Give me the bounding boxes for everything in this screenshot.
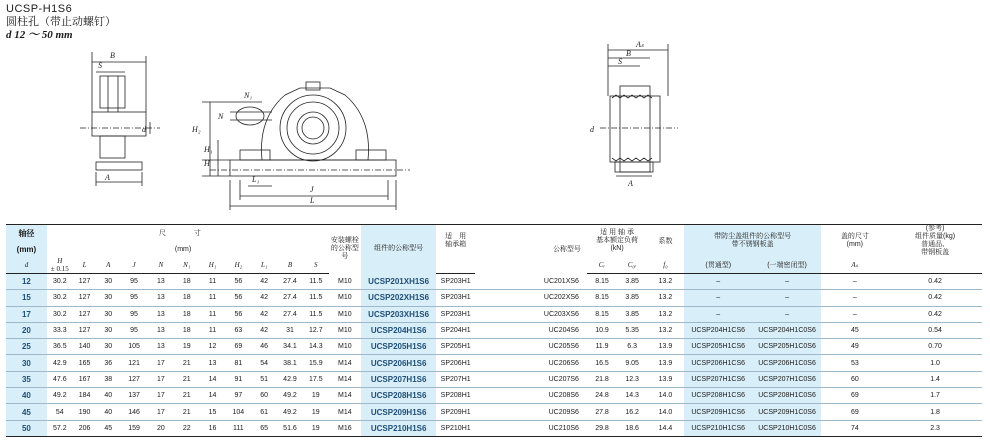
cell-bolt: M14 — [329, 371, 361, 387]
head-mass: (参考) 组件质量(kg) 普通品、 带钢板盖 — [888, 225, 982, 258]
dim-label-n: N — [218, 112, 224, 121]
cell-j: 95 — [120, 274, 148, 290]
dim-label-b: B — [110, 51, 115, 60]
cell-h: 47.6 — [47, 371, 73, 387]
cell-a: 30 — [96, 339, 120, 355]
cell-f0: 13.9 — [647, 339, 684, 355]
cell-cover-closed: – — [753, 306, 822, 322]
cell-d: 40 — [6, 388, 47, 404]
cell-h: 30.2 — [47, 290, 73, 306]
cell-d: 15 — [6, 290, 47, 306]
cell-f0: 14.0 — [647, 404, 684, 420]
cell-mass: 0.70 — [888, 339, 982, 355]
cell-c0r: 18.6 — [617, 420, 647, 436]
cell-l1: 42 — [251, 306, 277, 322]
cell-d: 20 — [6, 322, 47, 338]
dim-label-h1: H₁ — [204, 145, 213, 154]
cell-cover-closed: – — [753, 274, 822, 290]
cell-bolt: M16 — [329, 420, 361, 436]
cell-cr: 29.8 — [587, 420, 617, 436]
cell-c0r: 6.3 — [617, 339, 647, 355]
cell-mass: 1.7 — [888, 388, 982, 404]
table-row — [6, 388, 982, 404]
head-sym-h: H ± 0.15 — [47, 257, 73, 274]
table-row — [6, 371, 982, 387]
cell-h1: 14 — [200, 371, 226, 387]
cell-unit-no: UCSP207H1S6 — [361, 371, 436, 387]
cell-n: 17 — [148, 371, 174, 387]
cell-b: 42.9 — [277, 371, 303, 387]
cell-cover-closed: UCSP206H1C0S6 — [753, 355, 822, 371]
cell-h1: 11 — [200, 306, 226, 322]
size-range: d 12 ～ 50 mm — [6, 29, 73, 41]
dim-label-d: d — [142, 125, 146, 134]
cover-side-view-drawing — [600, 44, 678, 176]
head-closed: (一端密闭型) — [753, 257, 822, 274]
cell-h2: 81 — [225, 355, 251, 371]
head-sym-l1: L₁ — [251, 257, 277, 274]
cell-s: 19 — [303, 388, 329, 404]
dim-label-d-right: d — [590, 125, 594, 134]
cell-cr: 8.15 — [587, 290, 617, 306]
cell-unit-no: UCSP202XH1S6 — [361, 290, 436, 306]
cell-cover-closed: UCSP208H1C0S6 — [753, 388, 822, 404]
cell-unit-no: UCSP204H1S6 — [361, 322, 436, 338]
cell-n: 13 — [148, 339, 174, 355]
cell-s: 11.5 — [303, 306, 329, 322]
cell-cover-closed: UCSP205H1C0S6 — [753, 339, 822, 355]
head-sym-b: B — [277, 257, 303, 274]
cell-s: 17.5 — [303, 371, 329, 387]
cell-bearing-no: UC207S6 — [475, 371, 587, 387]
cell-f0: 13.2 — [647, 322, 684, 338]
cell-h1: 16 — [200, 420, 226, 436]
cell-d: 30 — [6, 355, 47, 371]
cell-a: 40 — [96, 404, 120, 420]
model-title: UCSP-H1S6 — [6, 3, 73, 15]
dim-label-s-right: S — [618, 57, 622, 66]
cell-s: 19 — [303, 420, 329, 436]
head-bolt: 安装螺栓的公称型号 — [329, 225, 361, 274]
cell-housing: SP207H1 — [436, 371, 475, 387]
cell-h2: 56 — [225, 306, 251, 322]
cell-j: 146 — [120, 404, 148, 420]
cell-bearing-no: UC202XS6 — [475, 290, 587, 306]
head-sym-n: N — [148, 257, 174, 274]
cell-s: 14.3 — [303, 339, 329, 355]
cell-unit-no: UCSP201XH1S6 — [361, 274, 436, 290]
cell-d: 25 — [6, 339, 47, 355]
cell-bearing-no: UC205S6 — [475, 339, 587, 355]
cell-cr: 8.15 — [587, 306, 617, 322]
cell-bearing-no: UC209S6 — [475, 404, 587, 420]
cell-a: 45 — [96, 420, 120, 436]
cell-f0: 13.2 — [647, 274, 684, 290]
cell-cover-closed: UCSP204H1C0S6 — [753, 322, 822, 338]
cell-n1: 21 — [174, 371, 200, 387]
cell-h2: 104 — [225, 404, 251, 420]
cell-l1: 60 — [251, 388, 277, 404]
cell-a: 30 — [96, 322, 120, 338]
front-view-drawing — [202, 82, 410, 210]
cell-j: 159 — [120, 420, 148, 436]
cell-h2: 69 — [225, 339, 251, 355]
cell-f0: 13.2 — [647, 290, 684, 306]
cell-f0: 14.0 — [647, 388, 684, 404]
cell-l1: 51 — [251, 371, 277, 387]
cell-l1: 42 — [251, 322, 277, 338]
cell-n: 13 — [148, 274, 174, 290]
cell-b: 38.1 — [277, 355, 303, 371]
cell-h: 54 — [47, 404, 73, 420]
cell-cover-through: UCSP207H1CS6 — [684, 371, 753, 387]
cell-mass: 0.42 — [888, 306, 982, 322]
cell-housing: SP203H1 — [436, 274, 475, 290]
cell-bolt: M10 — [329, 306, 361, 322]
cell-d: 35 — [6, 371, 47, 387]
cell-s: 11.5 — [303, 274, 329, 290]
cell-c0r: 14.3 — [617, 388, 647, 404]
cell-b: 49.2 — [277, 388, 303, 404]
cell-housing: SP209H1 — [436, 404, 475, 420]
cell-f0: 13.2 — [647, 306, 684, 322]
cell-cover-closed: UCSP209H1C0S6 — [753, 404, 822, 420]
dim-label-l1: L₁ — [252, 175, 260, 184]
cell-j: 95 — [120, 290, 148, 306]
cell-as: 74 — [821, 420, 888, 436]
dim-label-h: H — [204, 159, 210, 168]
cell-cover-closed: UCSP210H1C0S6 — [753, 420, 822, 436]
cell-h2: 97 — [225, 388, 251, 404]
cell-h1: 14 — [200, 388, 226, 404]
cell-c0r: 5.35 — [617, 322, 647, 338]
cell-j: 95 — [120, 322, 148, 338]
cell-b: 27.4 — [277, 290, 303, 306]
cell-unit-no: UCSP209H1S6 — [361, 404, 436, 420]
cell-c0r: 12.3 — [617, 371, 647, 387]
cell-l: 127 — [73, 306, 97, 322]
cell-unit-no: UCSP208H1S6 — [361, 388, 436, 404]
cell-b: 31 — [277, 322, 303, 338]
cell-s: 15.9 — [303, 355, 329, 371]
cell-housing: SP203H1 — [436, 290, 475, 306]
head-load: 适 用 轴 承 基本额定负荷 (kN) — [587, 225, 647, 258]
cell-d: 17 — [6, 306, 47, 322]
cell-bolt: M10 — [329, 339, 361, 355]
cell-cr: 16.5 — [587, 355, 617, 371]
cell-cover-through: UCSP208H1CS6 — [684, 388, 753, 404]
cell-j: 95 — [120, 306, 148, 322]
cell-housing: SP205H1 — [436, 339, 475, 355]
table-row — [6, 355, 982, 371]
head-through: (贯通型) — [684, 257, 753, 274]
table-row — [6, 306, 982, 322]
cell-bolt: M10 — [329, 322, 361, 338]
cell-n: 13 — [148, 290, 174, 306]
cell-a: 38 — [96, 371, 120, 387]
cell-f0: 13.9 — [647, 371, 684, 387]
cell-a: 40 — [96, 388, 120, 404]
cell-cr: 27.8 — [587, 404, 617, 420]
cell-h: 49.2 — [47, 388, 73, 404]
dim-label-h2: H₂ — [192, 125, 201, 134]
cell-bearing-no: UC204S6 — [475, 322, 587, 338]
cell-h: 42.9 — [47, 355, 73, 371]
cell-n1: 21 — [174, 404, 200, 420]
cell-h: 30.2 — [47, 274, 73, 290]
cell-h1: 11 — [200, 322, 226, 338]
cell-bearing-no: UC203XS6 — [475, 306, 587, 322]
head-sym-h2: H₂ — [225, 257, 251, 274]
head-cover: 带防尘盖组件的公称型号 带不锈钢板盖 — [684, 225, 822, 258]
cell-h2: 111 — [225, 420, 251, 436]
cell-c0r: 9.05 — [617, 355, 647, 371]
cell-a: 36 — [96, 355, 120, 371]
cell-l: 127 — [73, 290, 97, 306]
head-sym-n1: N₁ — [174, 257, 200, 274]
cell-unit-no: UCSP206H1S6 — [361, 355, 436, 371]
cell-as: 69 — [821, 388, 888, 404]
cell-bolt: M14 — [329, 355, 361, 371]
cell-cr: 21.8 — [587, 371, 617, 387]
cell-n: 13 — [148, 322, 174, 338]
cell-b: 51.6 — [277, 420, 303, 436]
dim-label-a-right: A — [628, 179, 633, 188]
cell-n1: 18 — [174, 322, 200, 338]
head-sym-blank — [436, 257, 475, 274]
cell-l: 206 — [73, 420, 97, 436]
cell-l1: 46 — [251, 339, 277, 355]
cell-s: 11.5 — [303, 290, 329, 306]
cell-h2: 63 — [225, 322, 251, 338]
cell-j: 127 — [120, 371, 148, 387]
head-sym-f0: f₀ — [647, 257, 684, 274]
cell-l1: 65 — [251, 420, 277, 436]
cell-n1: 21 — [174, 355, 200, 371]
dim-label-as: Aₛ — [636, 40, 644, 49]
cell-cr: 11.9 — [587, 339, 617, 355]
table-row — [6, 274, 982, 290]
table-row — [6, 339, 982, 355]
cell-b: 34.1 — [277, 339, 303, 355]
cell-f0: 13.9 — [647, 355, 684, 371]
head-unit-no: 组件的公称型号 — [361, 225, 436, 274]
head-bearing: 适 用 轴承箱 — [436, 225, 475, 258]
cell-mass: 2.3 — [888, 420, 982, 436]
cell-c0r: 16.2 — [617, 404, 647, 420]
cell-j: 137 — [120, 388, 148, 404]
cell-h: 57.2 — [47, 420, 73, 436]
head-bearing-no: 公称型号 — [475, 225, 587, 274]
cell-cr: 24.8 — [587, 388, 617, 404]
cell-l1: 54 — [251, 355, 277, 371]
cell-cr: 10.9 — [587, 322, 617, 338]
cell-b: 27.4 — [277, 306, 303, 322]
cell-s: 12.7 — [303, 322, 329, 338]
cell-unit-no: UCSP205H1S6 — [361, 339, 436, 355]
cell-c0r: 3.85 — [617, 274, 647, 290]
spec-table-body — [6, 274, 982, 437]
cell-l: 140 — [73, 339, 97, 355]
cell-n: 17 — [148, 388, 174, 404]
cell-cover-through: UCSP206H1CS6 — [684, 355, 753, 371]
cell-cover-closed: – — [753, 290, 822, 306]
cell-mass: 1.0 — [888, 355, 982, 371]
side-view-drawing — [80, 52, 160, 186]
cell-b: 49.2 — [277, 404, 303, 420]
cell-mass: 0.42 — [888, 290, 982, 306]
cell-housing: SP208H1 — [436, 388, 475, 404]
cell-cover-closed: UCSP207H1C0S6 — [753, 371, 822, 387]
head-sym-as: Aₛ — [821, 257, 888, 274]
cell-h: 36.5 — [47, 339, 73, 355]
table-row — [6, 420, 982, 436]
cell-cover-through: – — [684, 290, 753, 306]
cell-as: – — [821, 306, 888, 322]
cell-bolt: M10 — [329, 274, 361, 290]
cell-d: 50 — [6, 420, 47, 436]
cell-f0: 14.4 — [647, 420, 684, 436]
cell-as: 53 — [821, 355, 888, 371]
cell-b: 27.4 — [277, 274, 303, 290]
head-dim-cun: 寸 — [174, 225, 329, 242]
cell-as: – — [821, 290, 888, 306]
cell-h1: 15 — [200, 404, 226, 420]
spec-table — [6, 224, 982, 437]
cell-mass: 1.4 — [888, 371, 982, 387]
dim-label-b-right: B — [626, 49, 631, 58]
cell-l1: 42 — [251, 290, 277, 306]
cell-bolt: M14 — [329, 388, 361, 404]
head-sym-h1: H₁ — [200, 257, 226, 274]
cell-l: 167 — [73, 371, 97, 387]
cell-cover-through: – — [684, 306, 753, 322]
cell-bolt: M14 — [329, 404, 361, 420]
cell-cover-through: UCSP209H1CS6 — [684, 404, 753, 420]
model-subtitle: 圆柱孔（带止动螺钉） — [6, 16, 116, 28]
cell-h: 30.2 — [47, 306, 73, 322]
head-sym-cr: Cᵣ — [587, 257, 617, 274]
cell-housing: SP206H1 — [436, 355, 475, 371]
cell-h2: 56 — [225, 274, 251, 290]
cell-h2: 56 — [225, 290, 251, 306]
head-sym-s: S — [303, 257, 329, 274]
cell-cover-through: – — [684, 274, 753, 290]
cell-c0r: 3.85 — [617, 290, 647, 306]
cell-l1: 61 — [251, 404, 277, 420]
cell-a: 30 — [96, 290, 120, 306]
cell-bolt: M10 — [329, 290, 361, 306]
cell-n1: 18 — [174, 274, 200, 290]
cell-cover-through: UCSP205H1CS6 — [684, 339, 753, 355]
cell-l: 127 — [73, 274, 97, 290]
cell-s: 19 — [303, 404, 329, 420]
cell-h: 33.3 — [47, 322, 73, 338]
cell-mass: 0.54 — [888, 322, 982, 338]
head-shaft-unit: (mm) — [6, 241, 47, 257]
cell-as: – — [821, 274, 888, 290]
cell-unit-no: UCSP210H1S6 — [361, 420, 436, 436]
cell-as: 45 — [821, 322, 888, 338]
cell-as: 49 — [821, 339, 888, 355]
cell-h1: 11 — [200, 274, 226, 290]
head-shaft-dia: 轴径 — [6, 225, 47, 242]
cell-cover-through: UCSP210H1CS6 — [684, 420, 753, 436]
cell-a: 30 — [96, 274, 120, 290]
cell-as: 69 — [821, 404, 888, 420]
cell-bearing-no: UC206S6 — [475, 355, 587, 371]
cell-as: 60 — [821, 371, 888, 387]
head-dim-unit: (mm) — [174, 245, 192, 253]
cell-bearing-no: UC208S6 — [475, 388, 587, 404]
dim-label-j: J — [310, 185, 314, 194]
cell-d: 45 — [6, 404, 47, 420]
cell-h1: 13 — [200, 355, 226, 371]
cell-housing: SP203H1 — [436, 306, 475, 322]
head-sym-d: d — [6, 257, 47, 274]
cell-l: 127 — [73, 322, 97, 338]
cell-cover-through: UCSP204H1CS6 — [684, 322, 753, 338]
table-row — [6, 290, 982, 306]
cell-bearing-no: UC201XS6 — [475, 274, 587, 290]
cell-j: 121 — [120, 355, 148, 371]
head-sym-a: A — [96, 257, 120, 274]
cell-l1: 42 — [251, 274, 277, 290]
head-sym-blank2 — [888, 257, 982, 274]
cell-mass: 1.8 — [888, 404, 982, 420]
cell-n: 13 — [148, 306, 174, 322]
cell-n1: 22 — [174, 420, 200, 436]
cell-n1: 21 — [174, 388, 200, 404]
cell-h2: 91 — [225, 371, 251, 387]
cell-n1: 18 — [174, 306, 200, 322]
cell-n: 20 — [148, 420, 174, 436]
cell-mass: 0.42 — [888, 274, 982, 290]
table-row — [6, 404, 982, 420]
cell-unit-no: UCSP203XH1S6 — [361, 306, 436, 322]
head-sym-l: L — [73, 257, 97, 274]
cell-c0r: 3.85 — [617, 306, 647, 322]
cell-h1: 12 — [200, 339, 226, 355]
head-dim-chi: 尺 — [47, 225, 174, 242]
dim-label-l: L — [310, 196, 315, 205]
cell-d: 12 — [6, 274, 47, 290]
cell-l: 165 — [73, 355, 97, 371]
cell-n: 17 — [148, 355, 174, 371]
dim-label-s: S — [98, 61, 102, 70]
dim-label-n1: N₁ — [244, 91, 253, 100]
head-factor: 系数 — [647, 225, 684, 258]
head-sym-j: J — [120, 257, 148, 274]
cell-l: 184 — [73, 388, 97, 404]
cell-n1: 18 — [174, 290, 200, 306]
cell-n: 17 — [148, 404, 174, 420]
cell-l: 190 — [73, 404, 97, 420]
head-cover-dim: 盖的尺寸 (mm) — [821, 225, 888, 258]
cell-cr: 8.15 — [587, 274, 617, 290]
table-row — [6, 322, 982, 338]
cell-housing: SP204H1 — [436, 322, 475, 338]
cell-n1: 19 — [174, 339, 200, 355]
cell-h1: 11 — [200, 290, 226, 306]
cell-housing: SP210H1 — [436, 420, 475, 436]
cell-a: 30 — [96, 306, 120, 322]
head-sym-c0r: C₀ᵣ — [617, 257, 647, 274]
cell-bearing-no: UC210S6 — [475, 420, 587, 436]
cell-j: 105 — [120, 339, 148, 355]
dim-label-a: A — [105, 173, 110, 182]
